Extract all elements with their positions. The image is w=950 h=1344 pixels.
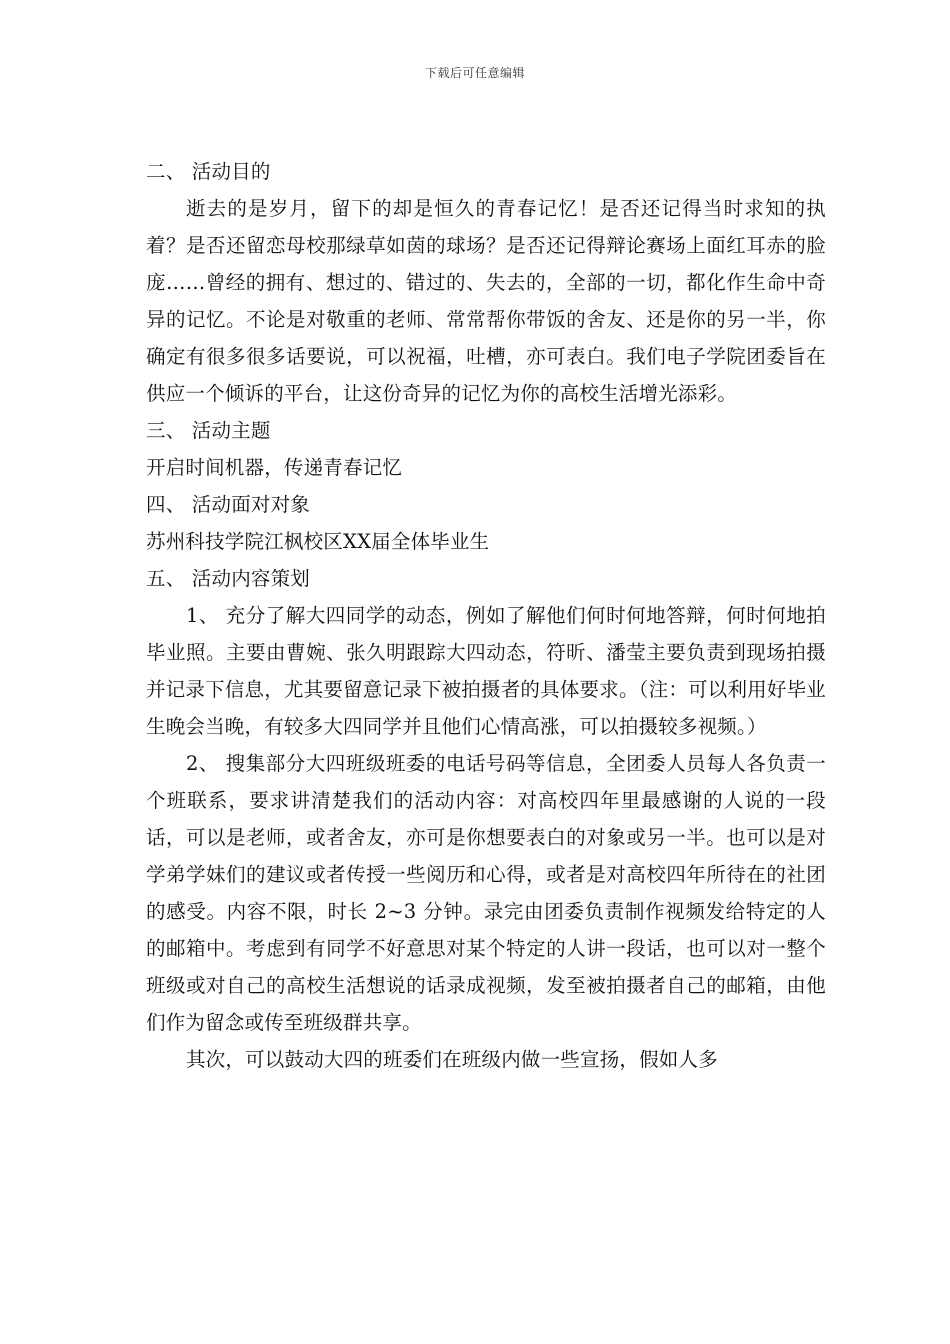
page-header-note: 下载后可任意编辑 (424, 66, 525, 80)
section-5-heading: 五、 活动内容策划 (146, 567, 310, 590)
section-3-paragraph: 开启时间机器，传递青春记忆 (146, 456, 403, 479)
section-2-paragraph: 逝去的是岁月，留下的却是恒久的青春记忆！是否还记得当时求知的执着？是否还留恋母校那绿草如茵的球场？是否还记得辩论赛场上面红耳赤的脸庞……曾经的拥有、想过的、错过的、失去的，全部的一切，都化作生命中奇异的记忆。不论是对敬重的老师、常常帮你带饭的舍友、还是你的另一半，你确定有很多很多话要说，可以祝福，吐槽，亦可表白。我们电子学院团委旨在供应一个倾诉的平台，让这份奇异的记忆为你的高校生活增光添彩。 (146, 197, 826, 405)
section-5-next-paragraph: 其次，可以鼓动大四的班委们在班级内做一些宣扬，假如人多 (186, 1048, 718, 1071)
section-4-heading: 四、 活动面对对象 (146, 493, 310, 516)
section-4-paragraph: 苏州科技学院江枫校区XX届全体毕业生 (146, 530, 490, 553)
document-body (146, 153, 826, 1078)
section-5-item-1: 1、 充分了解大四同学的动态，例如了解他们何时何地答辩，何时何地拍毕业照。主要由曹婉、张久明跟踪大四动态，符昕、潘莹主要负责到现场拍摄并记录下信息，尤其要留意记录下被拍摄者的具体要求。（注：可以利用好毕业生晚会当晚，有较多大四同学并且他们心情高涨，可以拍摄较多视频。） (146, 604, 826, 738)
section-2-heading: 二、 活动目的 (146, 160, 271, 183)
section-3-heading: 三、 活动主题 (146, 419, 271, 442)
section-5-item-2: 2、 搜集部分大四班级班委的电话号码等信息，全团委人员每人各负责一个班联系，要求讲清楚我们的活动内容：对高校四年里最感谢的人说的一段话，可以是老师，或者舍友，亦可是你想要表白的对象或另一半。也可以是对学弟学妹们的建议或者传授一些阅历和心得，或者是对高校四年所待在的社团的感受。内容不限，时长 2~3 分钟。录完由团委负责制作视频发给特定的人的邮箱中。考虑到有同学不好意思对某个特定的人讲一段话，也可以对一整个班级或对自己的高校生活想说的话录成视频，发至被拍摄者自己的邮箱，由他们作为留念或传至班级群共享。 (146, 752, 826, 1034)
